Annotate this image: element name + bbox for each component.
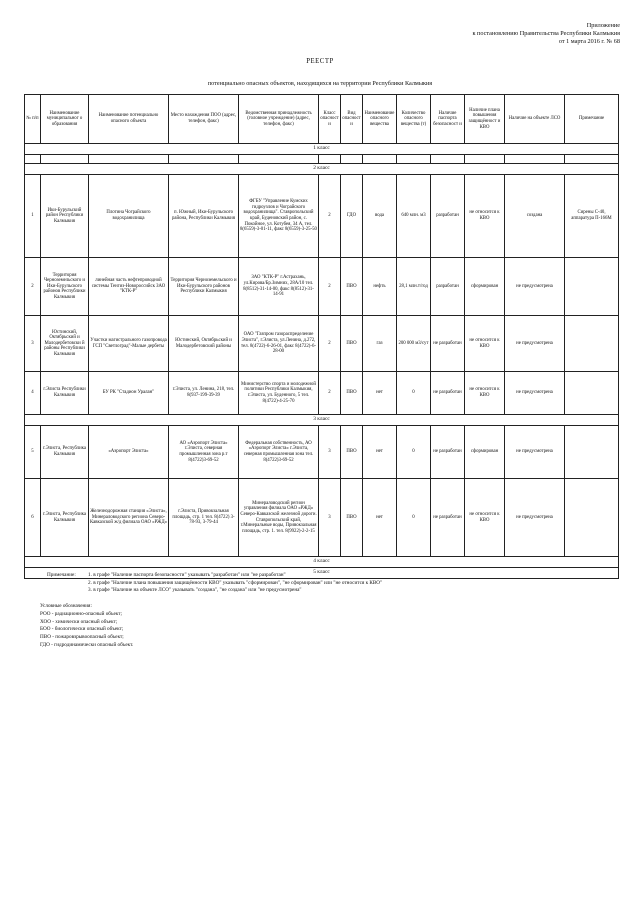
cell-num: 2: [25, 258, 41, 316]
column-header: Наименование потенциально опасного объекта: [89, 95, 169, 144]
cell-note: [565, 258, 619, 316]
cell-class: 2: [319, 316, 341, 372]
cell-plan: не относится к КВО: [465, 316, 505, 372]
cell-class: 2: [319, 175, 341, 258]
cell-hazard-type: ПВО: [341, 479, 363, 557]
cell-municipality: г.Элиста Республики Калмыкия: [41, 372, 89, 415]
cell-object-name: линейная часть нефтепроводной системы Тенгиз-Новороссийск ЗАО "КТК-Р": [89, 258, 169, 316]
cell-substance: нет: [363, 426, 397, 479]
column-header: Класс опасности: [319, 95, 341, 144]
notes-block: [47, 572, 383, 595]
cell-municipality: Ики-Бурульский район Республики Калмыкия: [41, 175, 89, 258]
cell-note: [565, 426, 619, 479]
cell-plan: не относится к КВО: [465, 175, 505, 258]
column-header: № п/п: [25, 95, 41, 144]
notes-label: Примечание:: [47, 572, 76, 578]
cell-hazard-type: ПВО: [341, 372, 363, 415]
cell-municipality: Территория Черноземельского и Ики-Бурульского районов Республики Калмыкия: [41, 258, 89, 316]
column-header: Место нахождения ПОО (адрес, телефон, факс): [169, 95, 239, 144]
cell-passport: разработан: [431, 258, 465, 316]
cell-owner: Федеральная собственность, АО «Аэропорт Элиста» г.Элиста, северная промышленная зона тел. 8(4722)3-69-52: [239, 426, 319, 479]
cell-quantity: 200 000 м3/сут: [397, 316, 431, 372]
appendix-line: от 1 марта 2016 г. № 68: [558, 38, 620, 45]
cell-quantity: 640 млн. м3: [397, 175, 431, 258]
column-header: Ведомственная принадлежность (головное учреждение) (адрес, телефон, факс): [239, 95, 319, 144]
column-header: Наличие плана повышения защищённост и КВО: [465, 95, 505, 144]
legend-line: ПВО - пожаровзрывоопасный объект;: [40, 634, 124, 641]
cell-object-name: Плотина Чограйского водохранилища: [89, 175, 169, 258]
cell-lso: не предусмотрена: [505, 479, 565, 557]
column-header: Примечание: [565, 95, 619, 144]
table-row: [25, 258, 619, 316]
cell-num: 5: [25, 426, 41, 479]
legend-line: ГДО - гидродинамически опасный объект.: [40, 641, 134, 648]
class-label: 3 класс: [25, 415, 619, 426]
cell-plan: не относится к КВО: [465, 479, 505, 557]
document-title: РЕЕСТР: [306, 58, 334, 65]
cell-location: Территория Черноземельского и Ики-Бурульского районов Республики Калмыкия: [169, 258, 239, 316]
class-section-row: [25, 415, 619, 426]
cell-hazard-type: ГДО: [341, 175, 363, 258]
cell-passport: не разработан: [431, 479, 465, 557]
note-line: 3. в графе "Наличие на объекте ЛСО" указывать "создана", "не создана" или "не предусмотрена": [88, 587, 302, 593]
cell-lso: не предусмотрена: [505, 372, 565, 415]
table-row: [25, 316, 619, 372]
cell-passport: не разработан: [431, 426, 465, 479]
cell-location: г.Элиста, Привокзальная площадь, стр. 1 тел. 8(4722) 3-78-93, 3-79-44: [169, 479, 239, 557]
cell-passport: не разработан: [431, 316, 465, 372]
note-line: 2. в графе "Наличие плана повышения защищённости КВО" указывать "сформирован", "не сформирован" или "не относится к КВО": [88, 579, 383, 586]
note-line: 1. в графе "Наличие паспорта безопасности" указывать "разработан" или "не разработан": [88, 572, 286, 578]
cell-num: 3: [25, 316, 41, 372]
cell-num: 1: [25, 175, 41, 258]
cell-object-name: БУ РК "Стадион Уралан": [89, 372, 169, 415]
appendix-header: [380, 22, 620, 46]
cell-owner: ЗАО "КТК-Р" г.Астрахань, ул.Кирова/Бр.Зимних, 28А/10 тел. 8(8512)-31-14-00, факс 8(8512)-31-14-91: [239, 258, 319, 316]
cell-hazard-type: ПВО: [341, 426, 363, 479]
cell-lso: создана: [505, 175, 565, 258]
cell-passport: разработан: [431, 175, 465, 258]
legend-line: БОО - биологически опасный объект;: [40, 626, 124, 633]
empty-row: [25, 155, 619, 164]
cell-note: [565, 479, 619, 557]
cell-substance: нет: [363, 372, 397, 415]
cell-quantity: 28,1 млн.т/год: [397, 258, 431, 316]
cell-location: АО «Аэропорт Элиста» г.Элиста, северная промышленная зона р.т 8(4722)3-69-52: [169, 426, 239, 479]
table-header-row: [25, 95, 619, 144]
cell-substance: вода: [363, 175, 397, 258]
legend-heading: Условные обозначения:: [40, 603, 92, 609]
cell-owner: Министерство спорта и молодежной политики Республики Калмыкия, г.Элиста, ул. Буденного, 5 тел. 8(4722)-4-25-70: [239, 372, 319, 415]
column-header: Наличие паспорта безопасност и: [431, 95, 465, 144]
cell-class: 2: [319, 372, 341, 415]
cell-municipality: г.Элиста, Республика Калмыкия: [41, 426, 89, 479]
cell-owner: ОАО "Газпром газораспределение Элиста", г.Элиста, ул.Ленина, д.272, тел. 8(4722)-6-26-01, факс 8(4722)-6-28-00: [239, 316, 319, 372]
table-row: [25, 426, 619, 479]
column-header: Наименование муниципальног о образования: [41, 95, 89, 144]
cell-municipality: г.Элиста, Республика Калмыкия: [41, 479, 89, 557]
cell-substance: газ: [363, 316, 397, 372]
class-section-row: [25, 557, 619, 568]
column-header: Количество опасного вещества (т): [397, 95, 431, 144]
appendix-line: Приложение: [586, 22, 620, 29]
cell-hazard-type: ПВО: [341, 258, 363, 316]
cell-object-name: Железнодорожная станция «Элиста», Минерaловодского региона Северо-Кавказской ж/д филиала ОАО «РЖД»: [89, 479, 169, 557]
cell-lso: не предусмотрена: [505, 316, 565, 372]
cell-num: 6: [25, 479, 41, 557]
table-row: [25, 479, 619, 557]
column-header: Вид опасности: [341, 95, 363, 144]
cell-object-name: Участки магистрального газопровода ГСП "Светлоград"-Малые дербеты: [89, 316, 169, 372]
cell-plan: не относится к КВО: [465, 372, 505, 415]
appendix-line: к постановлению Правительства Республики Калмыкия: [472, 30, 620, 37]
cell-note: Сирены С-40, аппаратура П-166М: [565, 175, 619, 258]
cell-location: Юстинский, Октябрьский и Малодербетовский районы: [169, 316, 239, 372]
class-label: 2 класс: [25, 164, 619, 175]
cell-object-name: «Аэропорт Элиста»: [89, 426, 169, 479]
cell-class: 3: [319, 426, 341, 479]
registry-table: [24, 94, 619, 579]
class-label: 5 класс: [25, 568, 619, 579]
cell-plan: сформирован: [465, 426, 505, 479]
document-subtitle: потенциально опасных объектов, находящихся на территории Республики Калмыкия: [207, 80, 433, 87]
class-label: 4 класс: [25, 557, 619, 568]
cell-note: [565, 316, 619, 372]
class-section-row: [25, 164, 619, 175]
cell-class: 3: [319, 479, 341, 557]
cell-note: [565, 372, 619, 415]
column-header: Наличие на объекте ЛСО: [505, 95, 565, 144]
cell-hazard-type: ПВО: [341, 316, 363, 372]
cell-quantity: 0: [397, 372, 431, 415]
legend-line: ХОО - химически опасный объект;: [40, 618, 118, 625]
cell-substance: нефть: [363, 258, 397, 316]
cell-num: 4: [25, 372, 41, 415]
class-section-row: [25, 144, 619, 155]
column-header: Наименование опасного вещества: [363, 95, 397, 144]
cell-lso: не предусмотрена: [505, 426, 565, 479]
table-row: [25, 175, 619, 258]
cell-substance: нет: [363, 479, 397, 557]
cell-quantity: 0: [397, 426, 431, 479]
cell-passport: не разработан: [431, 372, 465, 415]
cell-location: п. Южный, Ики-Бурульского района, Республики Калмыкия: [169, 175, 239, 258]
table-row: [25, 372, 619, 415]
cell-location: г.Элиста, ул. Ленина, 218, тел. 8(937-199-39-39: [169, 372, 239, 415]
cell-municipality: Юстинский, Октябрьский и Малодербетовски й районы Республики Калмыкия: [41, 316, 89, 372]
cell-lso: не предусмотрена: [505, 258, 565, 316]
legend-block: [40, 603, 133, 650]
cell-quantity: 0: [397, 479, 431, 557]
cell-owner: ФГБУ "Управление Кумских гидроузлов и Чограйского водохранилища". Ставропольский край, Буденовский район, с. Покойное, ул. Котубея, 34 А, тел. 8(6559)-3-01-11, факс 8(6559)-3-25-50: [239, 175, 319, 258]
cell-class: 2: [319, 258, 341, 316]
class-label: 1 класс: [25, 144, 619, 155]
legend-line: РОО - радиационно-опасный объект;: [40, 610, 122, 617]
cell-plan: сформирован: [465, 258, 505, 316]
cell-owner: Минераловодский регион управления филиала ОАО «РЖД» Северо-Кавказской железной дороги. Ставропольский край, г.Минеральные воды, Привокзальная площадь, стр. 1. тел. 8(9922)-2-2-15: [239, 479, 319, 557]
